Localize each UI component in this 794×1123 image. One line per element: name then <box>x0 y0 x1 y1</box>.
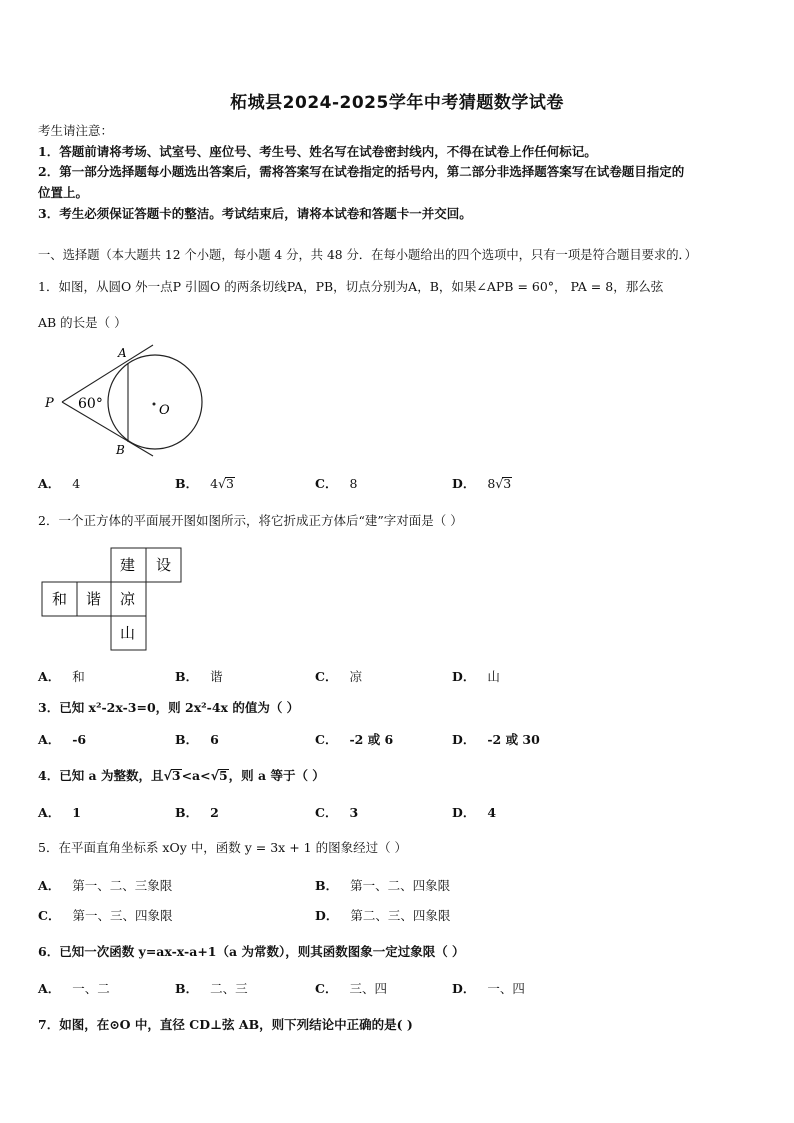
cell-she: 设 <box>156 556 172 574</box>
cell-jian: 建 <box>120 556 136 574</box>
tangent-pb <box>62 402 153 456</box>
q6-option-b[interactable]: B． 二、三 <box>175 981 248 996</box>
note-item-2-cont: 位置上。 <box>38 185 89 200</box>
q2-option-b[interactable]: B． 谐 <box>175 669 223 684</box>
label-a: A <box>118 346 127 360</box>
cell-shan: 山 <box>120 624 136 642</box>
q5-option-c[interactable]: C． 第一、三、四象限 <box>38 908 173 923</box>
tangent-pa <box>62 345 153 402</box>
q4-stem: 4．已知 a 为整数，且√3<a<√5，则 a 等于（ ） <box>38 768 325 783</box>
q1-figure <box>40 340 210 460</box>
q4-option-b[interactable]: B． 2 <box>175 805 219 820</box>
q2-stem: 2．一个正方体的平面展开图如图所示，将它折成正方体后“建”字对面是（ ） <box>38 513 463 528</box>
cell-he: 和 <box>52 590 68 608</box>
q1-stem-line2: AB 的长是（ ） <box>38 315 127 330</box>
label-b: B <box>116 443 125 457</box>
q3-option-c[interactable]: C． -2 或 6 <box>315 732 394 747</box>
q7-stem: 7．如图，在⊙O 中，直径 CD⊥弦 AB，则下列结论中正确的是( ) <box>38 1017 413 1032</box>
center-dot <box>153 403 156 406</box>
label-angle: 60° <box>78 396 103 412</box>
cell-xie: 谐 <box>86 590 102 608</box>
q1-option-a[interactable]: A． 4 <box>38 476 81 491</box>
q1-option-b[interactable]: B． 4√3 <box>175 476 234 491</box>
q5-option-d[interactable]: D． 第二、三、四象限 <box>315 908 451 923</box>
notes-heading: 考生请注意： <box>38 123 114 138</box>
q5-option-a[interactable]: A． 第一、二、三象限 <box>38 878 173 893</box>
q5-option-b[interactable]: B． 第一、二、四象限 <box>315 878 451 893</box>
note-item-2: 2．第一部分选择题每小题选出答案后，需将答案写在试卷指定的括号内，第二部分非选择题答案写在试卷题目指定的 <box>38 164 685 179</box>
q1-option-c[interactable]: C． 8 <box>315 476 358 491</box>
label-p: P <box>45 396 54 411</box>
q4-option-d[interactable]: D． 4 <box>452 805 497 820</box>
q2-cube-net <box>40 544 185 654</box>
q5-stem: 5．在平面直角坐标系 xOy 中，函数 y = 3x + 1 的图象经过（ ） <box>38 840 408 855</box>
q3-option-b[interactable]: B． 6 <box>175 732 219 747</box>
circle-o <box>108 355 202 449</box>
q6-option-c[interactable]: C． 三、四 <box>315 981 387 996</box>
q3-option-a[interactable]: A． -6 <box>38 732 87 747</box>
q6-option-d[interactable]: D． 一、四 <box>452 981 525 996</box>
q2-option-c[interactable]: C． 凉 <box>315 669 362 684</box>
page-title: 柘城县2024-2025学年中考猜题数学试卷 <box>230 93 564 113</box>
label-o: O <box>159 403 170 418</box>
q1-stem-line1: 1．如图，从圆O 外一点P 引圆O 的两条切线PA，PB，切点分别为A，B，如果∠APB = 60°， PA = 8，那么弦 <box>38 279 664 294</box>
q6-option-a[interactable]: A． 一、二 <box>38 981 110 996</box>
q3-option-d[interactable]: D． -2 或 30 <box>452 732 540 747</box>
q4-option-a[interactable]: A． 1 <box>38 805 81 820</box>
q6-stem: 6．已知一次函数 y=ax-x-a+1（a 为常数），则其函数图象一定过象限（ ） <box>38 944 465 959</box>
q1-option-d[interactable]: D． 8√3 <box>452 476 512 491</box>
note-item-3: 3．考生必须保证答题卡的整洁。考试结束后，请将本试卷和答题卡一并交回。 <box>38 206 472 221</box>
cell-liang: 凉 <box>120 590 136 608</box>
q2-option-a[interactable]: A． 和 <box>38 669 85 684</box>
section-heading: 一、选择题（本大题共 12 个小题，每小题 4 分，共 48 分．在每小题给出的四个选项中，只有一项是符合题目要求的．） <box>38 248 697 262</box>
q2-option-d[interactable]: D． 山 <box>452 669 500 684</box>
q3-stem: 3．已知 x²-2x-3=0，则 2x²-4x 的值为（ ） <box>38 700 300 715</box>
q4-option-c[interactable]: C． 3 <box>315 805 359 820</box>
note-item-1: 1．答题前请将考场、试室号、座位号、考生号、姓名写在试卷密封线内，不得在试卷上作任何标记。 <box>38 144 597 159</box>
